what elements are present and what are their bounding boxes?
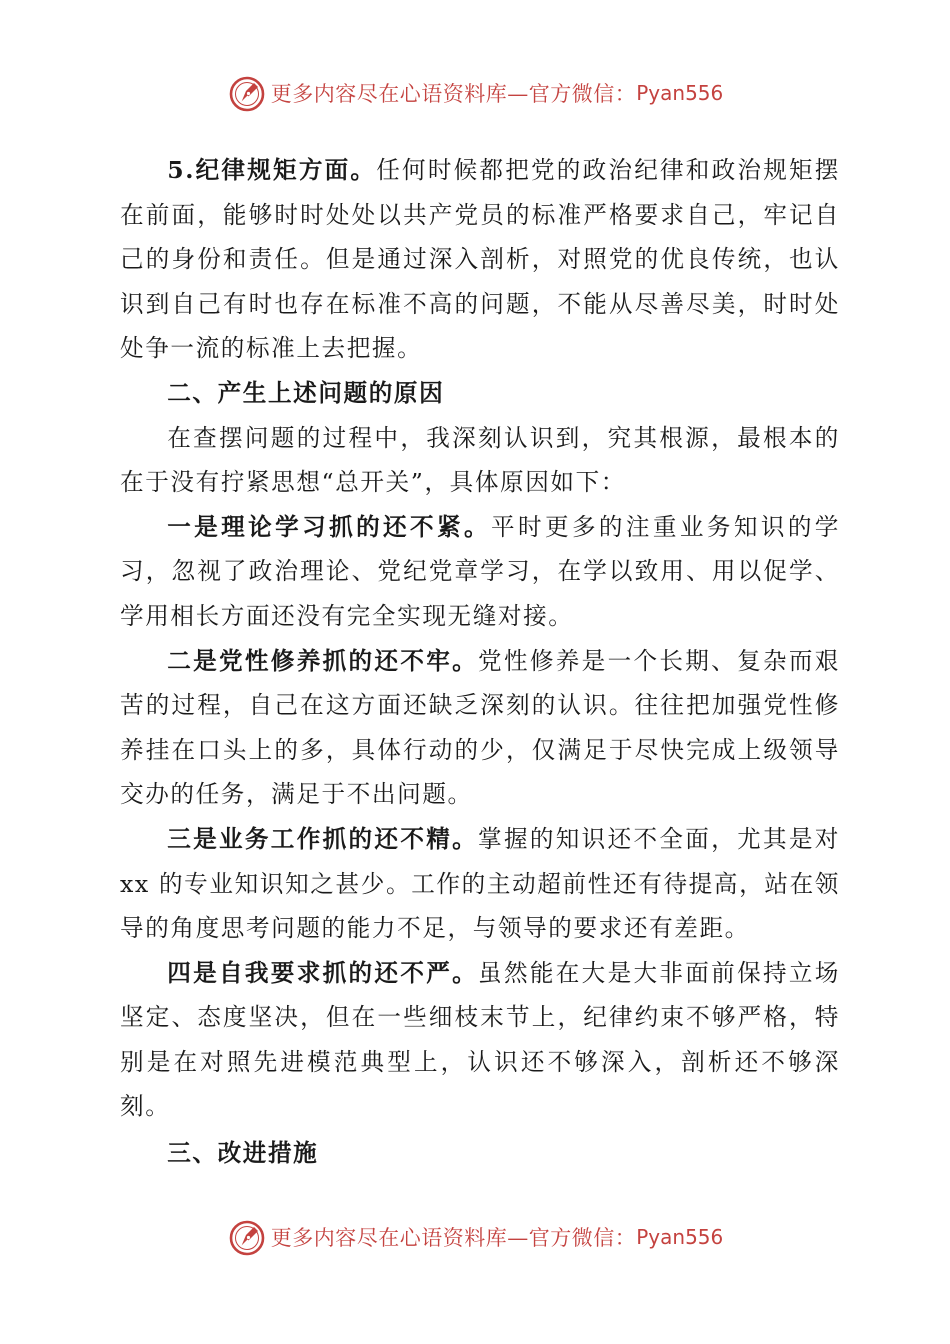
paragraph-lead: 二是党性修养抓的还不牢。	[167, 646, 479, 675]
paragraph-lead: 5.纪律规矩方面。	[167, 156, 377, 184]
watermark-handle: Pyan556	[636, 81, 724, 105]
paragraph-business	[120, 817, 840, 951]
paragraph-self-discipline	[120, 951, 840, 1129]
paragraph-theory	[120, 505, 840, 639]
paragraph-text: 虽然能在大是大非面前保持立场坚定、态度坚决，但在一些细枝末节上，纪律约束不够严格，特别是在对照先进模范典型上，认识还不够深入，剖析还不够深刻。	[120, 958, 840, 1121]
paragraph-text: 党性修养是一个长期、复杂而艰苦的过程，自己在这方面还缺乏深刻的认识。往往把加强党性修养挂在口头上的多，具体行动的少，仅满足于尽快完成上级领导交办的任务，满足于不出问题。	[120, 646, 840, 809]
watermark-text: 更多内容尽在心语资料库—官方微信：	[270, 82, 637, 106]
pen-nib-logo-icon	[227, 73, 267, 113]
pen-nib-logo-icon	[227, 1217, 267, 1257]
section-heading-causes: 二、产生上述问题的原因	[167, 378, 445, 407]
paragraph-text: 在查摆问题的过程中，我深刻认识到，究其根源，最根本的在于没有拧紧思想“总开关”，具体原因如下：	[120, 423, 840, 497]
paragraph-lead: 四是自我要求抓的还不严。	[167, 958, 479, 987]
paragraph-lead: 一是理论学习抓的还不紧。	[167, 512, 491, 541]
paragraph-text: 平时更多的注重业务知识的学习，忽视了政治理论、党纪党章学习，在学以致用、用以促学、学用相长方面还没有完全实现无缝对接。	[120, 512, 840, 630]
section-heading-measures: 三、改进措施	[167, 1139, 319, 1168]
footer-watermark	[0, 1215, 950, 1259]
paragraph-party-spirit	[120, 639, 840, 817]
paragraph-lead: 三是业务工作抓的还不精。	[167, 824, 479, 853]
paragraph-text: 任何时候都把党的政治纪律和政治规矩摆在前面，能够时时处处以共产党员的标准严格要求自己，牢记自己的身份和责任。但是通过深入剖析，对照党的优良传统，也认识到自己有时也存在标准不高的问题，不能从尽善尽美，时时处处争一流的标准上去把握。	[120, 156, 840, 363]
header-watermark	[0, 71, 950, 115]
document-body	[120, 148, 840, 1176]
paragraph-text: 掌握的知识还不全面，尤其是对 xx 的专业知识知之甚少。工作的主动超前性还有待提高，站在领导的角度思考问题的能力不足，与领导的要求还有差距。	[120, 824, 840, 943]
paragraph-discipline	[120, 148, 840, 371]
watermark-text: 更多内容尽在心语资料库—官方微信：	[270, 1226, 637, 1250]
watermark-handle: Pyan556	[636, 1225, 724, 1249]
paragraph-intro	[120, 416, 840, 505]
